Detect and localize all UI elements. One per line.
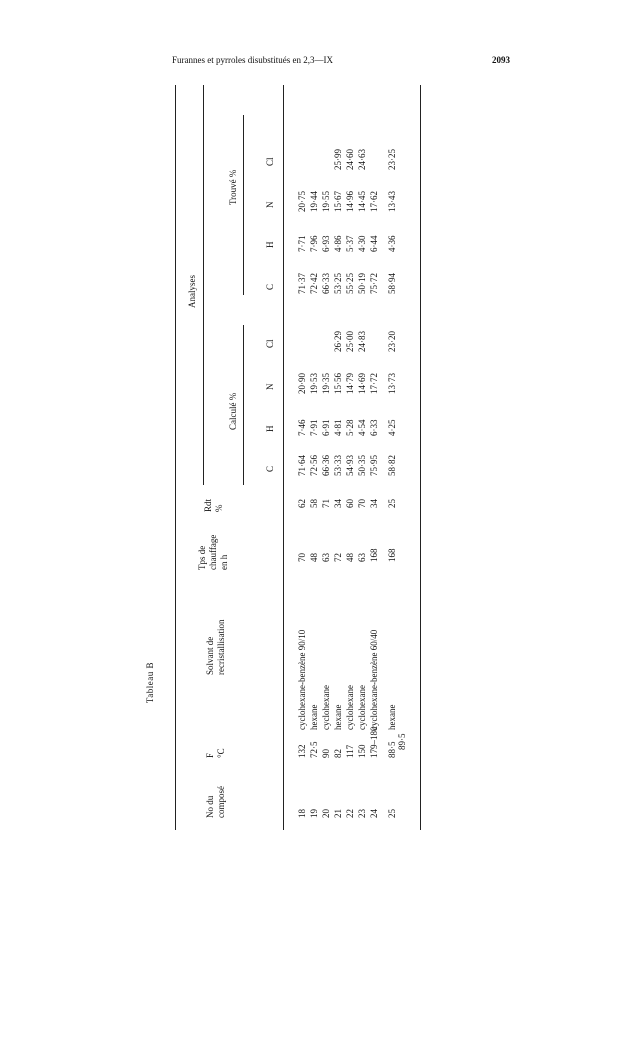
row-found-value: 6·93 — [321, 235, 331, 252]
row-calc-value: 50·35 — [357, 455, 367, 476]
row-found-value: 19·55 — [321, 191, 331, 212]
header-time: en h — [219, 554, 229, 570]
row-found-value: 25·99 — [333, 149, 343, 170]
row-found-value: 15·67 — [333, 191, 343, 212]
row-calc-value: 5·28 — [345, 419, 355, 436]
row-time: 63 — [321, 553, 331, 562]
row-yield: 58 — [309, 499, 319, 508]
row-time: 72 — [333, 553, 343, 562]
table-title — [145, 310, 155, 1055]
row-solvent: cyclohexane — [357, 685, 367, 730]
row-found-value: 4·30 — [357, 235, 367, 252]
row-calc-value: 7·46 — [297, 419, 307, 436]
row-found-value: 58·94 — [387, 273, 397, 294]
row-time: 63 — [357, 553, 367, 562]
row-calc-value: 54·93 — [345, 455, 355, 476]
row-found-value: 24·60 — [345, 149, 355, 170]
header-element-c: C — [265, 283, 275, 290]
row-found-value: 13·43 — [387, 191, 397, 212]
header-element-cl: Cl — [265, 157, 275, 166]
row-found-value: 50·19 — [357, 273, 367, 294]
row-time: 48 — [309, 553, 319, 562]
row-found-value: 24·63 — [357, 149, 367, 170]
row-calc-value: 19·53 — [309, 373, 319, 394]
row-found-value: 4·86 — [333, 235, 343, 252]
row-calc-value: 7·91 — [309, 419, 319, 436]
row-found-value: 66·33 — [321, 273, 331, 294]
header-yield: Rdt — [203, 498, 213, 512]
row-mp: 132 — [297, 744, 307, 758]
row-calc-value: 24·83 — [357, 331, 367, 352]
row-solvent: hexane — [387, 704, 397, 730]
calc-rule — [243, 325, 244, 485]
row-calc-value: 26·29 — [333, 331, 343, 352]
row-calc-value: 4·81 — [333, 419, 343, 436]
header-rule — [283, 85, 284, 830]
header-element-h: H — [265, 241, 275, 248]
row-calc-value: 6·33 — [369, 419, 379, 436]
running-title: Furannes et pyrroles disubstitués en 2,3—IX — [172, 55, 333, 65]
row-compound-no: 23 — [357, 809, 367, 818]
row-compound-no: 21 — [333, 809, 343, 818]
row-found-value: 7·71 — [297, 235, 307, 252]
row-found-value: 5·37 — [345, 235, 355, 252]
row-yield: 25 — [387, 499, 397, 508]
row-mp-second: 89·5 — [397, 733, 407, 750]
header-found: Trouvé % — [228, 169, 238, 205]
row-mp: 90 — [321, 749, 331, 758]
page-number: 2093 — [492, 55, 510, 65]
row-calc-value: 13·73 — [387, 373, 397, 394]
row-solvent: hexane — [309, 704, 319, 730]
row-solvent: cyclohexane — [321, 685, 331, 730]
row-mp: 72·5 — [309, 741, 319, 758]
row-calc-value: 4·25 — [387, 419, 397, 436]
row-calc-value: 17·72 — [369, 373, 379, 394]
row-found-value: 7·96 — [309, 235, 319, 252]
row-calc-value: 72·56 — [309, 455, 319, 476]
bottom-rule — [420, 85, 421, 830]
row-solvent: cyclohexane-benzène 60/40 — [369, 629, 379, 730]
header-mp: F — [205, 752, 215, 758]
row-time: 168 — [369, 548, 379, 562]
row-found-value: 14·45 — [357, 191, 367, 212]
row-yield: 60 — [345, 499, 355, 508]
row-calc-value: 4·54 — [357, 419, 367, 436]
row-found-value: 6·44 — [369, 235, 379, 252]
row-mp: 88·5 — [387, 741, 397, 758]
row-calc-value: 14·69 — [357, 373, 367, 394]
row-calc-value: 20·90 — [297, 373, 307, 394]
row-found-value: 19·44 — [309, 191, 319, 212]
row-yield: 34 — [333, 499, 343, 508]
analyses-rule — [203, 85, 204, 485]
header-element-c: C — [265, 465, 275, 472]
row-yield: 70 — [357, 499, 367, 508]
row-compound-no: 20 — [321, 809, 331, 818]
header-time: chauffage — [208, 534, 218, 570]
header-solvent: recristallisation — [216, 619, 226, 675]
header-yield: % — [214, 504, 224, 512]
header-calc: Calculé % — [228, 392, 238, 430]
row-found-value: 17·62 — [369, 191, 379, 212]
row-found-value: 72·42 — [309, 273, 319, 294]
row-calc-value: 53·33 — [333, 455, 343, 476]
row-found-value: 23·25 — [387, 149, 397, 170]
row-mp: 82 — [333, 749, 343, 758]
header-mp: °C — [216, 748, 226, 758]
found-rule — [243, 115, 244, 295]
row-calc-value: 14·79 — [345, 373, 355, 394]
row-calc-value: 23·20 — [387, 331, 397, 352]
row-time: 70 — [297, 553, 307, 562]
row-found-value: 75·72 — [369, 273, 379, 294]
row-compound-no: 18 — [297, 809, 307, 818]
table-title-text: Tableau B — [145, 661, 155, 704]
row-calc-value: 71·64 — [297, 455, 307, 476]
header-element-cl: Cl — [265, 339, 275, 348]
header-element-h: H — [265, 425, 275, 432]
row-calc-value: 66·36 — [321, 455, 331, 476]
top-rule — [175, 85, 176, 830]
row-found-value: 55·25 — [345, 273, 355, 294]
row-found-value: 71·37 — [297, 273, 307, 294]
row-found-value: 14·96 — [345, 191, 355, 212]
row-time: 48 — [345, 553, 355, 562]
row-mp: 117 — [345, 744, 355, 758]
row-calc-value: 19·35 — [321, 373, 331, 394]
row-calc-value: 58·82 — [387, 455, 397, 476]
row-compound-no: 25 — [387, 809, 397, 818]
row-yield: 34 — [369, 499, 379, 508]
row-compound-no: 22 — [345, 809, 355, 818]
header-compound: composé — [216, 786, 226, 818]
row-yield: 71 — [321, 499, 331, 508]
row-calc-value: 25·00 — [345, 331, 355, 352]
header-analyses: Analyses — [187, 275, 197, 308]
row-mp: 179–180 — [369, 726, 379, 758]
row-found-value: 53·25 — [333, 273, 343, 294]
header-compound: No du — [205, 795, 215, 818]
row-solvent: cyclohexane-benzène 90/10 — [297, 629, 307, 730]
header-time: Tps de — [197, 545, 207, 570]
row-solvent: cyclohexane — [345, 685, 355, 730]
row-calc-value: 15·56 — [333, 373, 343, 394]
data-table — [145, 85, 420, 830]
row-found-value: 20·75 — [297, 191, 307, 212]
row-compound-no: 24 — [369, 809, 379, 818]
row-calc-value: 6·91 — [321, 419, 331, 436]
header-solvent: Solvant de — [205, 636, 215, 675]
row-yield: 62 — [297, 499, 307, 508]
row-calc-value: 75·95 — [369, 455, 379, 476]
row-time: 168 — [387, 548, 397, 562]
header-element-n: N — [265, 201, 275, 208]
header-element-n: N — [265, 383, 275, 390]
row-mp: 150 — [357, 744, 367, 758]
row-found-value: 4·36 — [387, 235, 397, 252]
row-solvent: hexane — [333, 704, 343, 730]
row-compound-no: 19 — [309, 809, 319, 818]
